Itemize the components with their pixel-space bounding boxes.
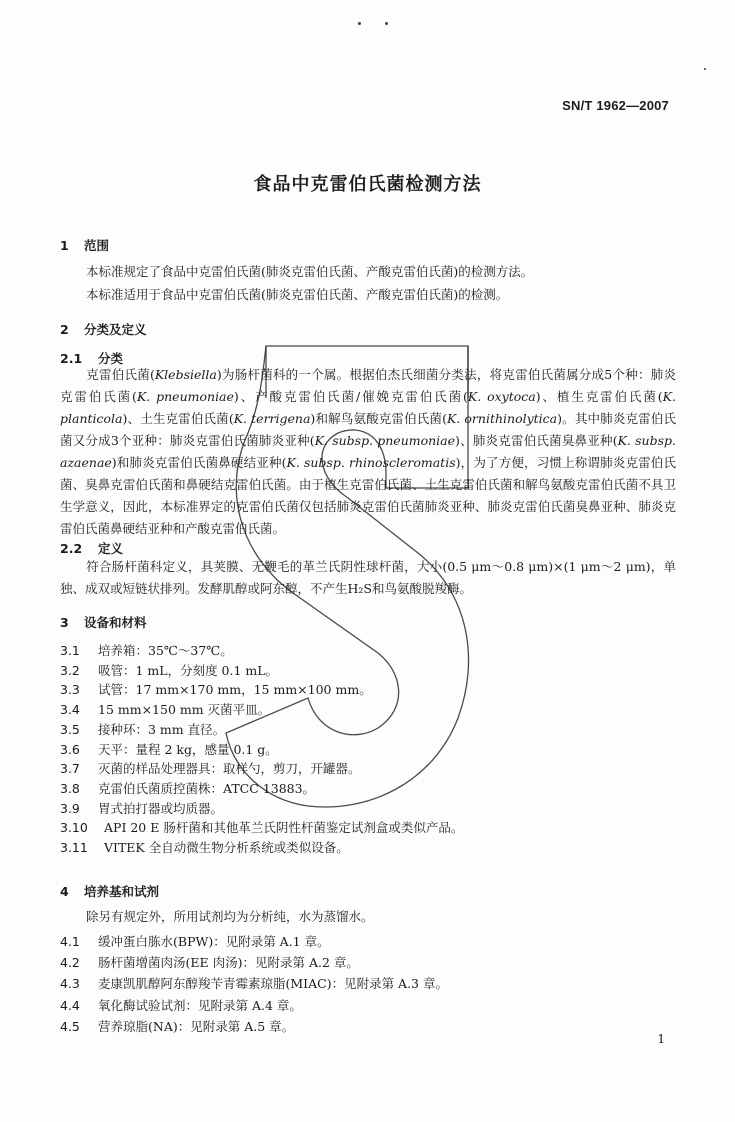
- scope-paragraph-2: [60, 284, 676, 306]
- item-number: 4.2: [60, 955, 80, 971]
- text-run: )、植生克雷伯氏菌(: [535, 389, 663, 404]
- section-number: 2: [60, 322, 69, 337]
- item-number: 3.8: [60, 780, 80, 796]
- text-run: )和解鸟氨酸克雷伯氏菌(: [310, 411, 447, 426]
- item-text: 克雷伯氏菌质控菌株：ATCC 13883。: [98, 780, 316, 796]
- item-number: 4.4: [60, 997, 80, 1013]
- reagent-item: [60, 932, 330, 950]
- reagent-item: [60, 974, 448, 992]
- item-text: 营养琼脂(NA)：见附录第 A.5 章。: [98, 1018, 295, 1034]
- latin-name: K. ornithinolytica: [446, 411, 558, 426]
- reagent-item: [60, 996, 302, 1014]
- definition-paragraph: [60, 556, 676, 600]
- text-run: )为肠杆菌科的一个属。根据伯杰氏细菌分类法，将克雷伯氏菌属分成5个种：肺炎克雷伯氏菌(: [60, 367, 676, 404]
- reagent-item: [60, 1017, 294, 1035]
- scope-text: 本标准适用于食品中克雷伯氏菌(肺炎克雷伯氏菌、产酸克雷伯氏菌)的检测。: [86, 287, 509, 302]
- equipment-item: [60, 838, 349, 856]
- scope-paragraph-1: [60, 261, 676, 283]
- text-run: )，为了方便，习惯上称谓肺炎克雷伯氏菌、臭鼻克雷伯氏菌和鼻硬结克雷伯氏菌。由于植生克雷伯氏菌、土生克雷伯氏菌和解鸟氨酸克雷伯氏菌不具卫生学意义，因此，本标准界定的克雷伯氏菌仅包括肺炎克雷伯氏菌肺炎亚种、肺炎克雷伯氏菌臭鼻亚种、肺炎克雷伯氏菌鼻硬结亚种和产酸克雷伯氏菌。: [60, 455, 676, 536]
- item-number: 3.1: [60, 643, 80, 658]
- text-run: )。其中肺炎克雷伯氏菌又分成3个亚种：肺炎克雷伯氏菌肺炎亚种(: [60, 411, 676, 448]
- section-heading-3: [60, 613, 147, 631]
- item-text: 胃式拍打器或均质器。: [98, 800, 224, 816]
- latin-name: K. subsp. azaenae: [60, 433, 676, 470]
- latin-name: K. subsp. pneumoniae: [314, 433, 456, 448]
- item-number: 3.11: [60, 840, 88, 855]
- item-text: 肠杆菌增菌肉汤(EE 肉汤)：见附录第 A.2 章。: [98, 955, 359, 971]
- equipment-item: [60, 680, 372, 698]
- equipment-item: [60, 740, 278, 758]
- item-text: 试管：17 mm×170 mm，15 mm×100 mm。: [98, 682, 372, 698]
- item-number: 3.2: [60, 662, 80, 678]
- item-number: 4.5: [60, 1018, 80, 1034]
- document-title: 食品中克雷伯氏菌检测方法: [253, 174, 482, 195]
- latin-name: K. oxytoca: [467, 389, 536, 404]
- section-number: 1: [60, 238, 69, 253]
- latin-name: K. terrigena: [233, 411, 311, 426]
- item-text: 灭菌的样品处理器具：取样勺，剪刀，开罐器。: [98, 761, 361, 777]
- latin-name: K. subsp. rhinoscleromatis: [286, 455, 456, 470]
- subsection-title: 定义: [98, 541, 124, 556]
- scan-speck: [385, 22, 388, 25]
- equipment-item: [60, 661, 278, 679]
- equipment-item: [60, 641, 233, 659]
- scope-text: 本标准规定了食品中克雷伯氏菌(肺炎克雷伯氏菌、产酸克雷伯氏菌)的检测方法。: [86, 264, 534, 279]
- intro-text: 除另有规定外，所用试剂均为分析纯，水为蒸馏水。: [86, 909, 374, 924]
- section-title: 范围: [84, 238, 110, 253]
- item-number: 3.7: [60, 761, 80, 777]
- section-number: 4: [60, 884, 69, 899]
- item-text: 氧化酶试验试剂：见附录第 A.4 章。: [98, 997, 302, 1013]
- text-run: )、产酸克雷伯氏菌/催娩克雷伯氏菌(: [233, 389, 468, 404]
- item-number: 3.5: [60, 721, 80, 737]
- subsection-heading-2-2: [60, 539, 123, 557]
- equipment-item: [60, 779, 315, 797]
- latin-name: K. pneumoniae: [136, 389, 234, 404]
- item-text: VITEK 全自动微生物分析系统或类似设备。: [104, 840, 349, 855]
- scan-speck: [358, 22, 361, 25]
- classification-paragraph: [60, 364, 676, 540]
- subsection-number: 2.2: [60, 541, 83, 556]
- scan-speck: [704, 68, 706, 70]
- text-run: 克雷伯氏菌(: [86, 367, 155, 382]
- latin-name: K. planticola: [60, 389, 676, 426]
- equipment-item: [60, 700, 270, 718]
- item-text: 缓冲蛋白胨水(BPW)：见附录第 A.1 章。: [98, 934, 330, 949]
- section-number: 3: [60, 615, 69, 630]
- item-number: 3.3: [60, 682, 80, 698]
- section-title: 培养基和试剂: [84, 884, 160, 899]
- subsection-title: 分类: [98, 351, 124, 366]
- reagents-intro: [60, 906, 676, 928]
- item-number: 4.1: [60, 934, 80, 949]
- section-title: 分类及定义: [84, 322, 147, 337]
- item-text: 培养箱：35℃～37℃。: [98, 643, 233, 658]
- text-run: )和肺炎克雷伯氏菌鼻硬结亚种(: [111, 455, 287, 470]
- item-number: 3.9: [60, 800, 80, 816]
- page-number: 1: [657, 1032, 665, 1046]
- item-text: API 20 E 肠杆菌和其他革兰氏阴性杆菌鉴定试剂盒或类似产品。: [104, 820, 464, 836]
- item-text: 吸管：1 mL，分刻度 0.1 mL。: [98, 662, 279, 678]
- text-run: )、土生克雷伯氏菌(: [122, 411, 234, 426]
- item-text: 15 mm×150 mm 灭菌平皿。: [98, 702, 271, 718]
- item-number: 3.10: [60, 820, 88, 836]
- standard-number: SN/T 1962—2007: [562, 98, 669, 113]
- equipment-item: [60, 759, 361, 777]
- section-title: 设备和材料: [84, 615, 147, 630]
- item-number: 3.6: [60, 741, 80, 757]
- equipment-item: [60, 799, 223, 817]
- equipment-item: [60, 818, 463, 836]
- text-run: )、肺炎克雷伯氏菌臭鼻亚种(: [455, 433, 618, 448]
- reagent-item: [60, 953, 359, 971]
- item-number: 3.4: [60, 702, 80, 718]
- latin-name: Klebsiella: [154, 367, 217, 382]
- section-heading-4: [60, 882, 159, 900]
- section-heading-1: [60, 236, 109, 254]
- item-text: 接种环：3 mm 直径。: [98, 721, 226, 737]
- item-number: 4.3: [60, 976, 80, 992]
- definition-text: 符合肠杆菌科定义，具荚膜、无鞭毛的革兰氏阴性球杆菌，大小(0.5 μm～0.8 μm)×(1 μm～2 μm)，单独、成双或短链状排列。发酵肌醇或阿东醇，不产生H₂S和鸟氨酸脱羧酶。: [60, 559, 676, 596]
- subsection-number: 2.1: [60, 351, 83, 366]
- equipment-item: [60, 720, 225, 738]
- section-heading-2: [60, 320, 147, 338]
- item-text: 麦康凯肌醇阿东醇羧苄青霉素琼脂(MIAC)：见附录第 A.3 章。: [98, 976, 448, 992]
- item-text: 天平：量程 2 kg，感量 0.1 g。: [98, 741, 278, 757]
